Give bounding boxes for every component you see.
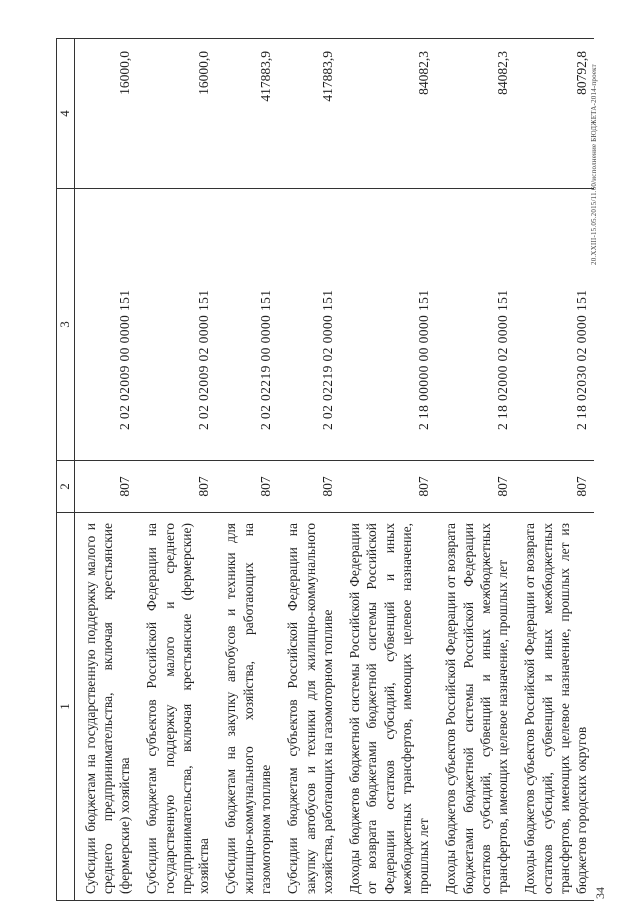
income-name-cell: Субсидии бюджетам на государственную поддержку малого и среднего предпринимательства, включая крестьянские (фермерские) хозяйства [74, 513, 136, 901]
table-body [74, 39, 593, 901]
table-row [74, 39, 136, 901]
column-header-3: 3 [57, 189, 75, 461]
budget-code-cell: 2 18 02000 02 0000 151 [435, 189, 514, 461]
amount-cell: 80792,8 [514, 39, 593, 189]
table-row [435, 39, 514, 901]
budget-code-cell: 2 18 00000 00 0000 151 [339, 189, 435, 461]
income-name-cell: Субсидии бюджетам на закупку автобусов и техники для жилищно-коммунального хозяйства, работающих на газомоторном топливе [215, 513, 277, 901]
column-header-4: 4 [57, 39, 75, 189]
amount-cell: 16000,0 [74, 39, 136, 189]
amount-cell: 417883,9 [215, 39, 277, 189]
budget-code-cell: 2 02 02009 00 0000 151 [74, 189, 136, 461]
column-header-1: 1 [57, 513, 75, 901]
income-name-cell: Доходы бюджетов субъектов Российской Федерации от возврата бюджетами бюджетной системы Российской Федерации остатков субсидий, субвенций и иных межбюджетных трансфертов, имеющих целевое назначение, прошлых лет [435, 513, 514, 901]
table-header-row [57, 39, 75, 901]
budget-code-cell: 2 02 02009 02 0000 151 [136, 189, 215, 461]
admin-code-cell: 807 [136, 461, 215, 513]
budget-code-cell: 2 02 02219 00 0000 151 [215, 189, 277, 461]
admin-code-cell: 807 [74, 461, 136, 513]
table-row [277, 39, 339, 901]
budget-code-cell: 2 02 02219 02 0000 151 [277, 189, 339, 461]
table-row [136, 39, 215, 901]
budget-code-cell: 2 18 02030 02 0000 151 [514, 189, 593, 461]
income-name-cell: Доходы бюджетов бюджетной системы Российской Федерации от возврата бюджетами бюджетной системы Российской Федерации остатков субсидий, субвенций и иных межбюджетных трансфертов, имеющих целевое назначение, прошлых лет [339, 513, 435, 901]
table-row [215, 39, 277, 901]
amount-cell: 417883,9 [277, 39, 339, 189]
table-header [57, 39, 75, 901]
income-name-cell: Доходы бюджетов субъектов Российской Федерации от возврата остатков субсидий, субвенций и иных межбюджетных трансфертов, имеющих целевое назначение, прошлых лет из бюджетов городских округов [514, 513, 593, 901]
page-number: 34 [593, 887, 607, 899]
table-row [339, 39, 435, 901]
column-header-2: 2 [57, 461, 75, 513]
budget-income-table [56, 38, 594, 901]
amount-cell: 16000,0 [136, 39, 215, 189]
document-footer-code: 20.XXIII-15.05.2015/11.60/исполнение БЮДЖЕТА-2014-проект [590, 64, 598, 265]
amount-cell: 84082,3 [339, 39, 435, 189]
admin-code-cell: 807 [339, 461, 435, 513]
amount-cell: 84082,3 [435, 39, 514, 189]
table-row [514, 39, 593, 901]
income-name-cell: Субсидии бюджетам субъектов Российской Федерации на государственную поддержку малого и среднего предпринимательства, включая крестьянские (фермерские) хозяйства [136, 513, 215, 901]
admin-code-cell: 807 [514, 461, 593, 513]
income-name-cell: Субсидии бюджетам субъектов Российской Федерации на закупку автобусов и техники для жилищно-коммунального хозяйства, работающих на газомоторном топливе [277, 513, 339, 901]
admin-code-cell: 807 [215, 461, 277, 513]
admin-code-cell: 807 [277, 461, 339, 513]
admin-code-cell: 807 [435, 461, 514, 513]
